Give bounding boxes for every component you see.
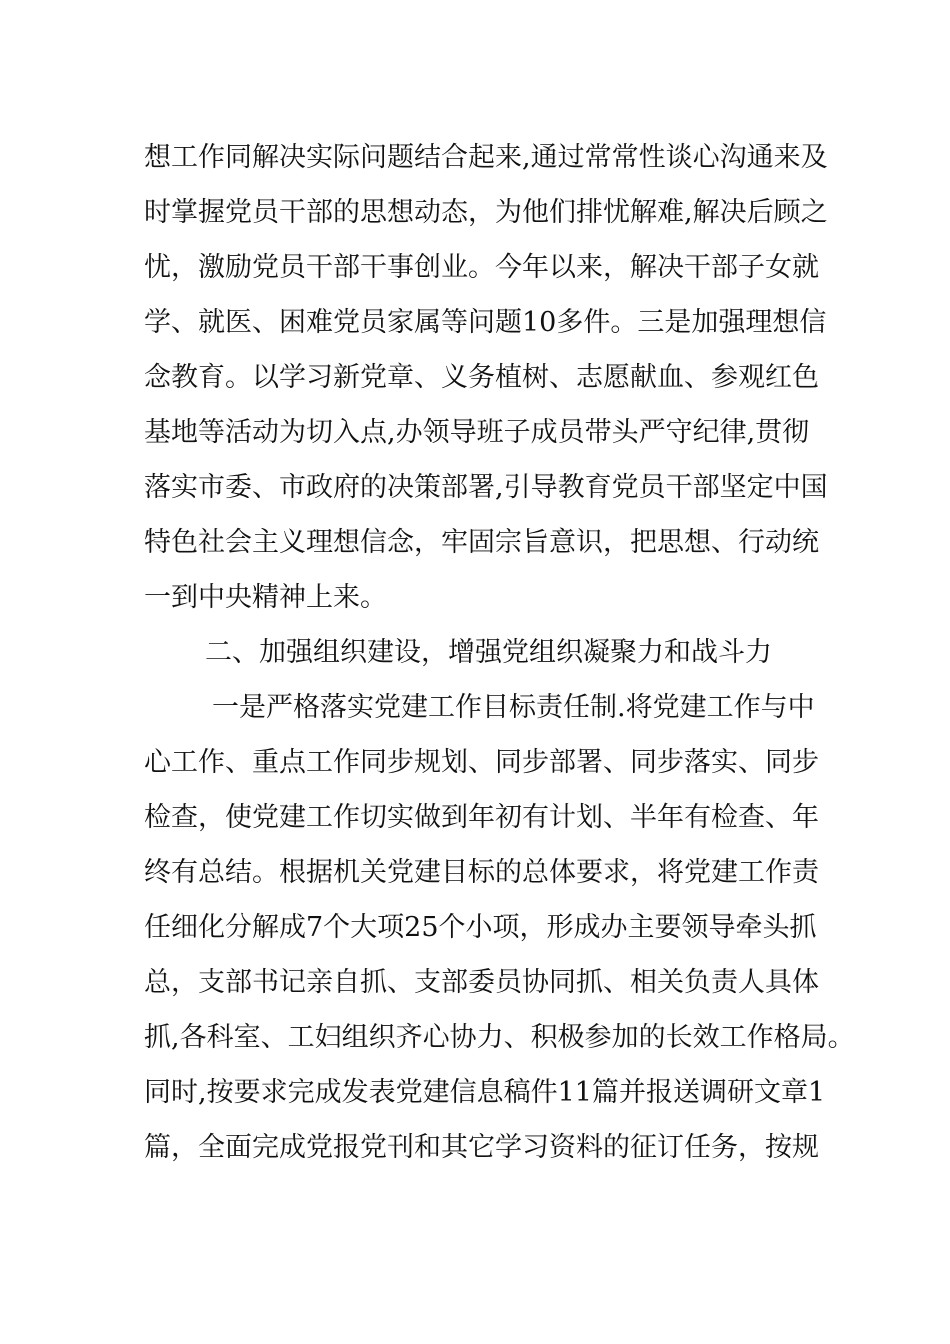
text-line: 忧，激励党员干部干事创业。今年以来，解决干部子女就 xyxy=(144,252,819,283)
text-line: 一是严格落实党建工作目标责任制.将党建工作与中 xyxy=(212,692,815,723)
text-line: 特色社会主义理想信念，牢固宗旨意识，把思想、行动统 xyxy=(144,527,819,558)
text-line: 检查，使党建工作切实做到年初有计划、半年有检查、年 xyxy=(144,802,819,833)
text-line: 总，支部书记亲自抓、支部委员协同抓、相关负责人具体 xyxy=(144,967,819,998)
text-line: 一到中央精神上来。 xyxy=(144,582,387,613)
text-line: 基地等活动为切入点,办领导班子成员带头严守纪律,贯彻 xyxy=(144,417,810,448)
text-line: 同时,按要求完成发表党建信息稿件11篇并报送调研文章1 xyxy=(144,1077,826,1108)
text-line: 抓,各科室、工妇组织齐心协力、积极参加的长效工作格局。 xyxy=(144,1022,855,1053)
text-line: 时掌握党员干部的思想动态，为他们排忧解难,解决后顾之 xyxy=(144,197,828,228)
section-heading: 二、加强组织建设，增强党组织凝聚力和战斗力 xyxy=(205,637,772,668)
text-line: 篇，全面完成党报党刊和其它学习资料的征订任务，按规 xyxy=(144,1132,819,1163)
text-line: 任细化分解成7个大项25个小项，形成办主要领导牵头抓 xyxy=(144,912,817,943)
text-line: 终有总结。根据机关党建目标的总体要求，将党建工作责 xyxy=(144,857,819,888)
text-line: 学、就医、困难党员家属等问题10多件。三是加强理想信 xyxy=(144,307,827,338)
text-line: 落实市委、市政府的决策部署,引导教育党员干部坚定中国 xyxy=(144,472,828,503)
text-line: 念教育。以学习新党章、义务植树、志愿献血、参观红色 xyxy=(144,362,819,393)
text-line: 心工作、重点工作同步规划、同步部署、同步落实、同步 xyxy=(144,747,819,778)
text-line: 想工作同解决实际问题结合起来,通过常常性谈心沟通来及 xyxy=(144,142,828,173)
